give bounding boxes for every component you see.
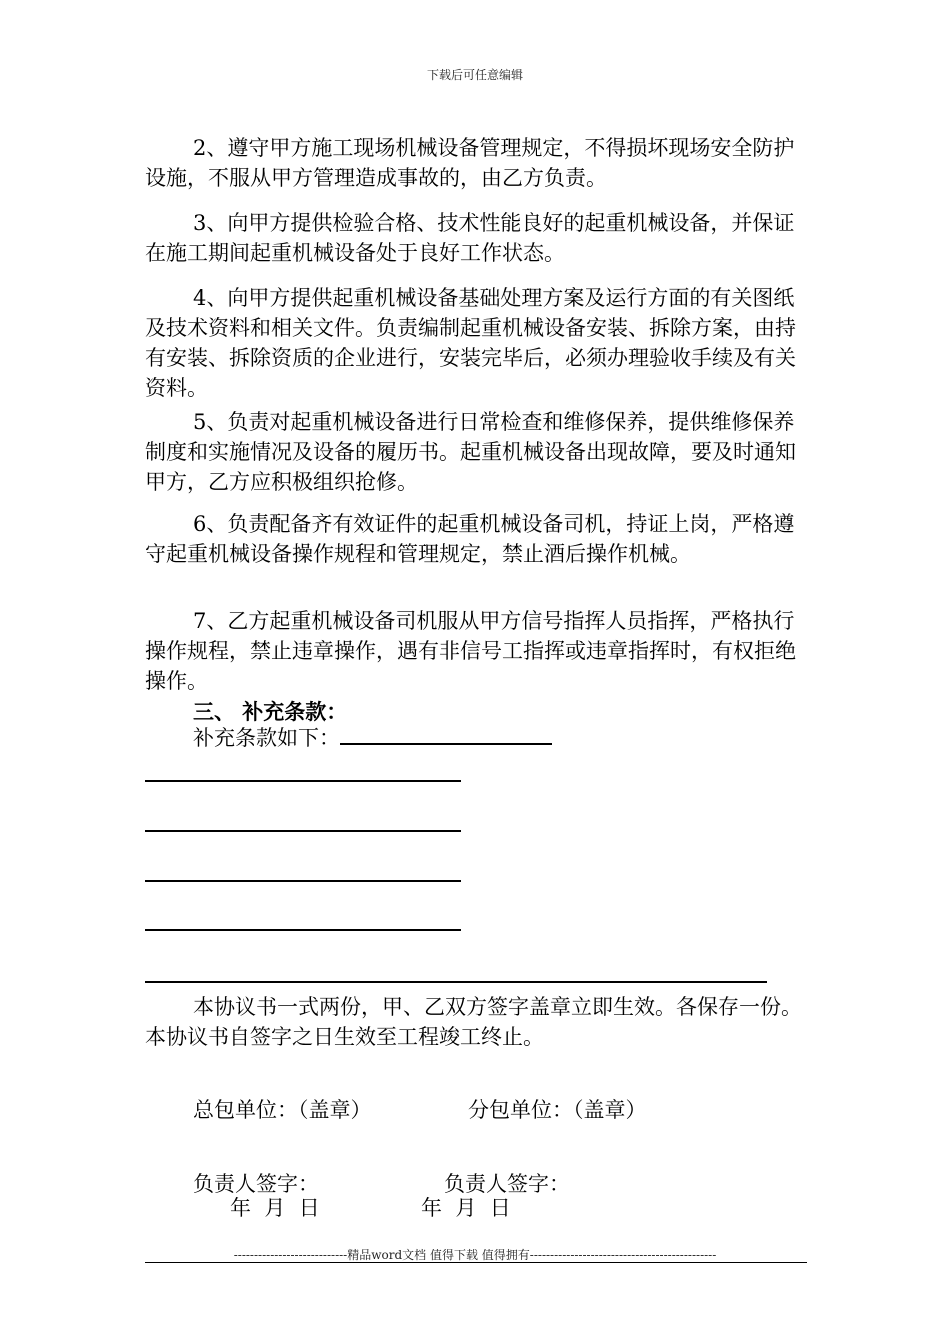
right-signer-label: 负责人签字：: [444, 1172, 570, 1196]
supplement-label: 补充条款如下：: [193, 726, 340, 750]
clause-text: 7、乙方起重机械设备司机服从甲方信号指挥人员指挥，严格执行操作规程，禁止违章操作，遇有非信号工指挥或违章指挥时，有权拒绝操作。: [145, 609, 796, 693]
clause-6: [145, 509, 807, 569]
footer-rule: [145, 1262, 807, 1263]
supplement-blank-2: [145, 830, 461, 832]
clause-7: [145, 606, 807, 696]
section-heading: 三、 补充条款：: [193, 699, 348, 724]
page-footer: ----------------------------精品word文档 值得下载 值得拥有----------------------------------------------: [233, 1248, 717, 1262]
supplement-blank-4: [145, 929, 461, 931]
clause-3: [145, 208, 807, 268]
clause-2: [145, 133, 807, 193]
supplement-blank-inline: [340, 723, 552, 745]
subcontractor-seal: 分包单位：（盖章）: [468, 1098, 647, 1122]
clause-text: 3、向甲方提供检验合格、技术性能良好的起重机械设备，并保证在施工期间起重机械设备处于良好工作状态。: [145, 211, 795, 265]
clause-text: 6、负责配备齐有效证件的起重机械设备司机，持证上岗，严格遵守起重机械设备操作规程和管理规定，禁止酒后操作机械。: [145, 512, 795, 566]
clause-5: [145, 407, 807, 497]
left-signer-label: 负责人签字：: [193, 1172, 319, 1196]
closing-paragraph: [145, 992, 807, 1052]
supplement-blank-3: [145, 880, 461, 882]
clause-text: 4、向甲方提供起重机械设备基础处理方案及运行方面的有关图纸及技术资料和相关文件。负责编制起重机械设备安装、拆除方案，由持有安装、拆除资质的企业进行，安装完毕后，必须办理验收手续及有关资料。: [145, 286, 796, 400]
right-date: 年 月 日: [421, 1196, 511, 1220]
clause-4: [145, 283, 807, 403]
page-header: 下载后可任意编辑: [426, 68, 523, 82]
supplement-line: [193, 723, 552, 753]
general-contractor-seal: 总包单位：（盖章）: [193, 1098, 372, 1122]
supplement-blank-5: [145, 981, 767, 983]
clause-text: 5、负责对起重机械设备进行日常检查和维修保养，提供维修保养制度和实施情况及设备的履历书。起重机械设备出现故障，要及时通知甲方，乙方应积极组织抢修。: [145, 410, 796, 494]
supplement-blank-1: [145, 780, 461, 782]
closing-text: 本协议书一式两份，甲、乙双方签字盖章立即生效。各保存一份。本协议书自签字之日生效至工程竣工终止。: [145, 995, 802, 1049]
clause-text: 2、遵守甲方施工现场机械设备管理规定，不得损坏现场安全防护设施，不服从甲方管理造成事故的，由乙方负责。: [145, 136, 795, 190]
left-date: 年 月 日: [230, 1196, 320, 1220]
